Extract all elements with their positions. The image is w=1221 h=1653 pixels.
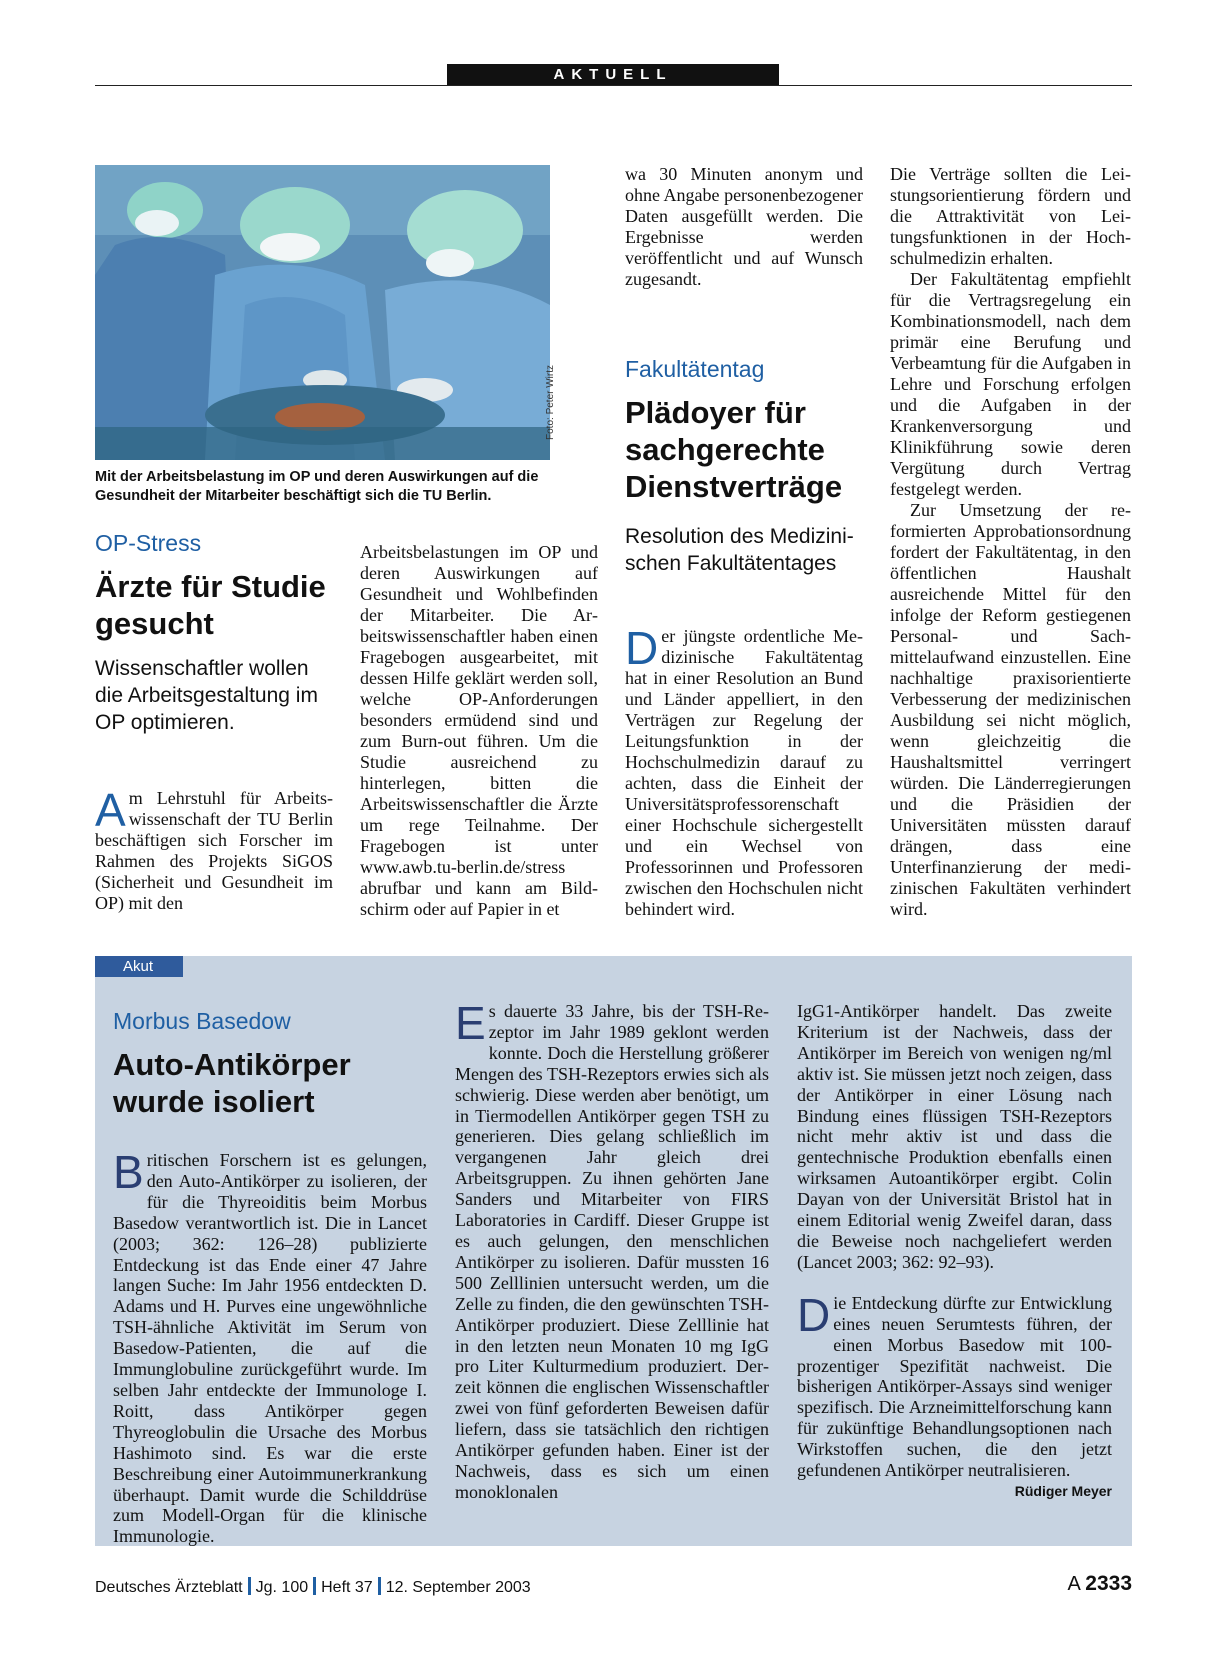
photo-caption: Mit der Arbeitsbelastung im OP und deren Auswirkungen auf die Gesundheit der Mitarbeiter beschäftigt sich die TU Berlin.	[95, 469, 539, 504]
article-fakultaetentag-col3	[625, 622, 863, 920]
dropcap: A	[95, 784, 126, 836]
separator	[378, 1577, 381, 1595]
article-fakultaetentag-head	[625, 356, 865, 577]
article-subhead: Wissenschaftler wollen die Arbeitsgestaltung im OP optimieren.	[95, 657, 318, 734]
article-fakultaetentag-col4	[890, 164, 1131, 920]
article-kicker: Fakultätentag	[625, 356, 765, 382]
page-number	[1057, 1572, 1132, 1596]
box-headline: Auto-Antikörper wurde isoliert	[113, 1047, 351, 1119]
box-col2	[455, 997, 769, 1503]
page-number-value: 2333	[1085, 1572, 1132, 1595]
separator	[313, 1577, 316, 1595]
box-col3	[797, 1001, 1112, 1502]
article-op-stress-col2: Arbeitsbelastungen im OP und deren Auswirkungen auf Gesundheit und Wohlbefinden der Mitarbeiter. Die Arbeitswissenschaftler haben einen Fragebogen ausgearbeitet, mit dessen Hilfe geklärt werden soll, welche OP-Anforderungen besonders ermüdend sind und zum Burn-out führen. Um die Studie ausreichend zu hinterlegen, bitten die Arbeitswissenschaftler die Ärzte um rege Teilnahme. Der Fragebogen ist unter www.awb.tu-berlin.de/stress abrufbar und kann am Bildschirm oder auf Papier in et	[360, 542, 598, 919]
paragraph: Zur Umsetzung der reformierten Approbationsordnung fordert der Fakultätentag, in den öffentlichen Haushalt ausreichende Mittel für den infolge der Reform gestiegenen Personal- und Sachmittelaufwand einzustellen. Eine nachhaltige praxisorientierte Verbesserung der medizinischen Ausbildung sei nicht möglich, wenn gleichzeitig die Haushaltsmittel verringert würden. Die Länderregierungen und die Präsidien der Universitäten müssten darauf drängen, dass eine Unterfinanzierung der medizinischen Fakultäten verhindert wird.	[890, 500, 1131, 919]
paragraph: Der Fakultätentag empfiehlt für die Vertragsregelung ein Kombinationsmodell, nach dem primär eine Berufung und Verbeamtung für die Aufgaben in Lehre und Forschung erfolgen und die Aufgaben in der Krankenversorgung und Klinikführung sowie deren Vergütung durch Vertrag festgelegt werden.	[890, 269, 1131, 499]
author-signature: Rüdiger Meyer	[1014, 1482, 1112, 1499]
surgery-photo	[95, 165, 550, 460]
paragraph: Die Verträge sollten die Leistungsorientierung fördern und die Attraktivität von Leitungsfunktionen in der Hochschulmedizin erhalten.	[890, 164, 1131, 268]
box-head	[113, 1008, 423, 1120]
section-label: AKTUELL	[447, 64, 779, 85]
header-rule	[95, 85, 1132, 86]
photo-credit: Foto: Peter Wirtz	[545, 364, 556, 440]
body-text: er jüngste ordentliche Medizinische Fakultätentag hat in einer Resolution an Bund und Länder appelliert, in den Verträgen zur Regelung der Leitungsfunktion in der Hochschulmedizin darauf zu achten, dass die Einheit der Universitätsprofessorenschaft einer Hochschule sichergestellt und ein Wechsel von Professorinnen und Professoren zwischen den Hochschulen nicht behindert wird.	[625, 626, 863, 919]
body-text: s dauerte 33 Jahre, bis der TSH-Rezeptor im Jahr 1989 geklont werden konnte. Doch die Herstellung größerer Mengen des TSH-Rezeptors erwies sich als schwierig. Diese werden aber benötigt, um in Tiermodellen Antikörper gegen TSH zu generieren. Dies gelang schließlich im vergangenen Jahr gleich drei Arbeitsgruppen. Zu ihnen gehörten Jane Sanders und Mitarbeiter von FIRS Laboratories in Cardiff. Dieser Gruppe ist es auch gelungen, den menschlichen Antikörper zu isolieren. Dafür mussten 16 500 Zelllinien untersucht werden, um die Zelle zu finden, die den gewünschten TSH-Antikörper produziert. Diese Zelllinie hat in den letzten neun Monaten 10 mg IgG pro Liter Kulturmedium produziert. Derzeit können die englischen Wissenschaftler zwei von fünf geforderten Beweisen dafür liefern, dass sie tatsächlich den richtigen Antikörper gefunden haben. Einer ist der Nachweis, dass es sich um einen monoklonalen	[455, 1001, 769, 1502]
separator	[248, 1577, 251, 1595]
footer-citation	[95, 1577, 531, 1597]
issue-date: 12. September 2003	[385, 1579, 531, 1596]
paragraph	[797, 1288, 1112, 1499]
article-kicker: OP-Stress	[95, 530, 202, 556]
page-prefix: A	[1067, 1573, 1080, 1595]
dropcap: B	[113, 1146, 144, 1198]
article-subhead: Resolution des Medizinischen Fakultätentages	[625, 525, 854, 575]
dropcap: D	[625, 622, 659, 674]
box-kicker: Morbus Basedow	[113, 1008, 291, 1034]
journal-name: Deutsches Ärzteblatt	[95, 1579, 243, 1596]
surgery-photo-illustration	[95, 165, 550, 460]
box-col1	[113, 1146, 427, 1547]
body-text: m Lehrstuhl für Arbeitswissenschaft der TU Berlin beschäftigen sich Forscher im Rahmen des Projekts SiGOS (Sicherheit und Gesundheit im OP) mit den	[95, 788, 333, 913]
issue: Heft 37	[321, 1579, 373, 1596]
paragraph: IgG1-Antikörper handelt. Das zweite Kriterium ist der Nachweis, dass der Antikörper im Bereich von wenigen ng/ml aktiv ist. Sie müssen jetzt noch zeigen, dass der Antikörper in einer Lösung nach Bindung eines flüssigen TSH-Rezeptors nicht mehr aktiv ist und dass die gentechnische Produktion ebenfalls einen wirksamen Autoantikörper ergibt. Colin Dayan von der Universität Bristol hat in einem Editorial wenig Zweifel daran, dass die Beweise noch nachgeliefert werden (Lancet 2003; 362: 92–93).	[797, 1001, 1112, 1272]
article-op-stress-col1	[95, 784, 333, 914]
volume: Jg. 100	[255, 1579, 309, 1596]
body-text: ie Entdeckung dürfte zur Entwicklung eines neuen Serumtests führen, der einen Morbus Basedow mit 100-prozentiger Spezifität nachweist. Die bisherigen Antikörper-Assays sind weniger spezifisch. Die Arzneimittelforschung kann für zukünftige Behandlungsoptionen nach Wirkstoffen suchen, die den jetzt gefundenen Antikörper neutralisieren.	[797, 1292, 1112, 1481]
dropcap: E	[455, 997, 486, 1049]
article-headline: Plädoyer für sachgerechte Dienstverträge	[625, 395, 843, 504]
article-op-stress-head	[95, 530, 330, 736]
box-tag: Akut	[95, 956, 183, 977]
body-text: ritischen Forschern ist es gelungen, den Auto-Antikörper zu isolieren, der für die Thyreoiditis beim Morbus Basedow verantwortlich ist. Die in Lancet (2003; 362: 126–28) publizierte Entdeckung ist das Ende einer 47 Jahre langen Suche: Im Jahr 1956 entdeckten D. Adams und H. Purves eine ungewöhnliche TSH-ähnliche Aktivität im Serum von Basedow-Patienten, die auf die Immunglobuline zurückgeführt wurde. Im selben Jahr entdeckte der Immunologe I. Roitt, dass Antikörper gegen Thyreoglobulin die Ursache des Morbus Hashimoto sind. Es war die erste Beschreibung einer Autoimmunerkrankung überhaupt. Damit wurde die Schilddrüse zum Modell-Organ für die klinische Immunologie.	[113, 1150, 427, 1547]
dropcap: D	[797, 1288, 831, 1341]
article-headline: Ärzte für Studie gesucht	[95, 569, 326, 641]
article-op-stress-col3: wa 30 Minuten anonym und ohne Angabe personenbezogener Daten ausgefüllt werden. Die Ergebnisse werden veröffentlicht und auf Wunsch zugesandt.	[625, 164, 863, 289]
